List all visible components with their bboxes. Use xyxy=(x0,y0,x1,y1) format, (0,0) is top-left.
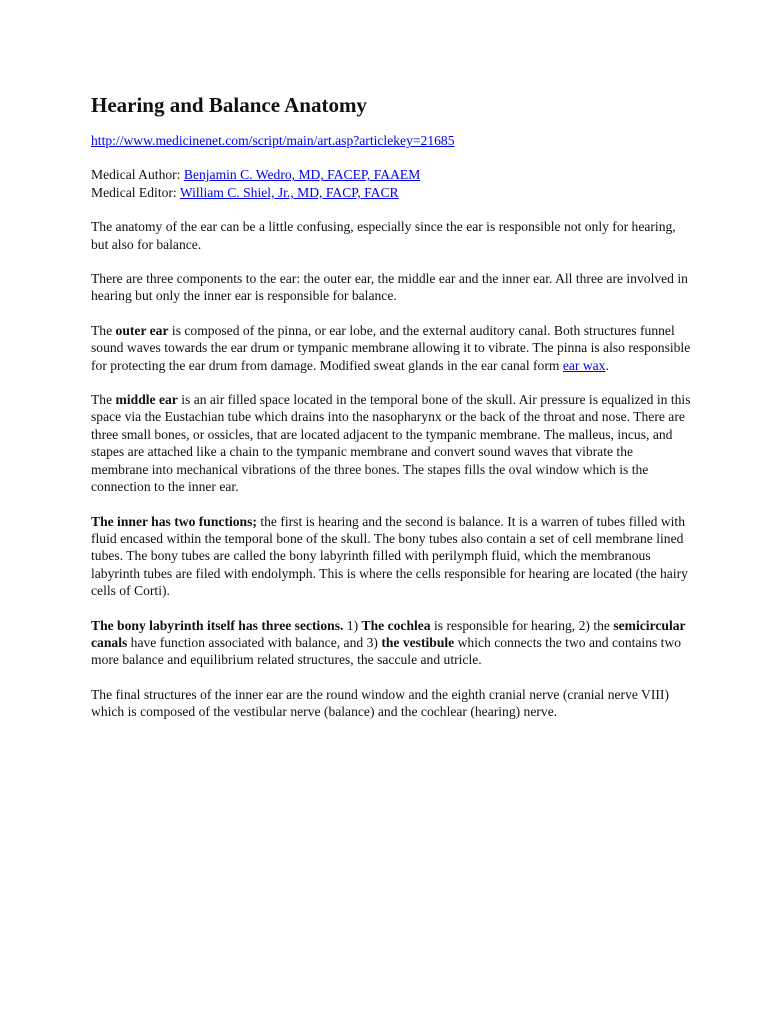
ear-wax-link[interactable]: ear wax xyxy=(562,357,606,373)
source-url-link[interactable]: http://www.medicinenet.com/script/main/art.asp?articlekey=21685 xyxy=(91,133,455,148)
middle-ear-text-a: The xyxy=(91,392,116,408)
bony-labyrinth-text-3: have function associated with balance, and 3) xyxy=(127,634,382,650)
author-label: Medical Author: xyxy=(91,167,184,183)
paragraph-outer-ear xyxy=(91,322,691,374)
outer-ear-text-c: is composed of the pinna, or ear lobe, and the external auditory canal. Both structures funnel sound waves towards the ear drum or tympanic membrane allowing it to vibrate. The pinna is also responsible for protecting the ear drum from damage. Modified sweat glands in the ear canal form xyxy=(91,322,691,373)
middle-ear-text-c: is an air filled space located in the temporal bone of the skull. Air pressure is equalized in this space via the Eustachian tube which drains into the nasopharynx or the back of the throat and nose. There are three small bones, or ossicles, that are located adjacent to the tympanic membrane. The malleus, incus, and stapes are attached like a chain to the tympanic membrane and convert sound waves that vibrate the membrane into mechanical vibrations of the three bones. The stapes fills the oval window which is the connection to the inner ear. xyxy=(91,392,691,495)
semicircular-canals-term: semicircular canals xyxy=(91,617,686,650)
credits-block xyxy=(91,166,691,201)
source-url-line xyxy=(91,132,691,149)
bony-labyrinth-text-1: 1) xyxy=(343,617,362,633)
author-line xyxy=(91,166,691,183)
author-link[interactable]: Benjamin C. Wedro, MD, FACEP, FAAEM xyxy=(183,167,421,183)
paragraph-bony-labyrinth xyxy=(91,617,691,669)
outer-ear-text-a: The xyxy=(91,322,116,338)
paragraph-components: There are three components to the ear: the outer ear, the middle ear and the inner ear. All three are involved in hearing but only the inner ear is responsible for balance. xyxy=(91,271,688,304)
cochlea-term: The cochlea xyxy=(361,617,431,633)
outer-ear-text-d: . xyxy=(605,357,609,373)
editor-link[interactable]: William C. Shiel, Jr., MD, FACP, FACR xyxy=(179,184,399,200)
editor-label: Medical Editor: xyxy=(91,184,180,200)
bony-labyrinth-text-4: which connects the two and contains two more balance and equilibrium related structures, the saccule and utricle. xyxy=(91,634,682,668)
vestibule-term: the vestibule xyxy=(381,634,455,650)
paragraph-inner-ear xyxy=(91,513,691,600)
page-title: Hearing and Balance Anatomy xyxy=(91,93,367,117)
inner-ear-term: The inner has two functions; xyxy=(91,513,257,529)
editor-line xyxy=(91,184,691,201)
bony-labyrinth-text-2: is responsible for hearing, 2) the xyxy=(430,617,614,633)
paragraph-final-structures: The final structures of the inner ear are the round window and the eighth cranial nerve (cranial nerve VIII) which is composed of the vestibular nerve (balance) and the cochlear (hearing) nerve. xyxy=(91,686,669,720)
inner-ear-text: the first is hearing and the second is balance. It is a warren of tubes filled with fluid encased within the temporal bone of the skull. The bony tubes also contain a set of cell membrane lined tubes. The bony tubes are called the bony labyrinth filled with perilymph fluid, which the membranous labyrinth tubes are filed with endolymph. This is where the cells responsible for hearing are located (the hairy cells of Corti). xyxy=(91,513,688,599)
document-content xyxy=(91,92,691,738)
middle-ear-term: middle ear xyxy=(115,392,178,408)
paragraph-middle-ear xyxy=(91,391,691,495)
outer-ear-term: outer ear xyxy=(115,322,169,338)
bony-labyrinth-term: The bony labyrinth itself has three sections. xyxy=(91,617,344,633)
paragraph-intro: The anatomy of the ear can be a little confusing, especially since the ear is responsible not only for hearing, but also for balance. xyxy=(91,219,676,252)
